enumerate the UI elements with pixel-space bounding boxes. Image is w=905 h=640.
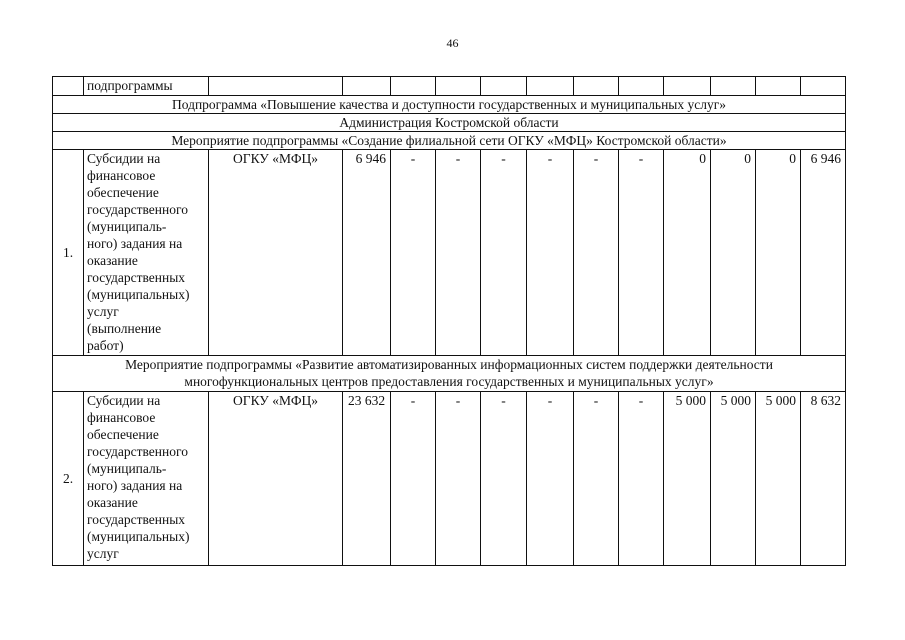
budget-table	[52, 76, 846, 566]
value-cell: -	[481, 150, 527, 356]
section-row	[53, 96, 846, 114]
row-description: Субсидии на финансовое обеспечение государственного (муниципаль- ного) задания на оказание государственных (муниципальных) услуг	[84, 392, 209, 566]
value-cell: 8 632	[801, 392, 846, 566]
value-cell: -	[391, 392, 436, 566]
row-number: 2.	[53, 392, 84, 566]
row-executor: ОГКУ «МФЦ»	[209, 150, 343, 356]
subprogram-title: Подпрограмма «Повышение качества и доступности государственных и муниципальных услуг»	[53, 96, 846, 114]
value-cell: -	[574, 392, 619, 566]
administration-title: Администрация Костромской области	[53, 114, 846, 132]
top-row-label: подпрограммы	[84, 77, 209, 96]
value-cell: -	[391, 150, 436, 356]
table-cell	[53, 77, 84, 96]
page-number: 46	[446, 36, 459, 50]
measure-title-1: Мероприятие подпрограммы «Создание филиальной сети ОГКУ «МФЦ» Костромской области»	[53, 132, 846, 150]
value-cell: -	[619, 392, 664, 566]
value-cell: 5 000	[664, 392, 711, 566]
measure-title-2: Мероприятие подпрограммы «Развитие автоматизированных информационных систем поддержки деятельности многофункциональных центров предоставления государственных и муниципальных услуг»	[53, 356, 846, 392]
value-cell: -	[436, 150, 481, 356]
value-cell: 5 000	[711, 392, 756, 566]
row-total: 23 632	[343, 392, 391, 566]
row-total: 6 946	[343, 150, 391, 356]
row-description: Субсидии на финансовое обеспечение государственного (муниципаль- ного) задания на оказание государственных (муниципальных) услуг (выполнение работ)	[84, 150, 209, 356]
value-cell: -	[481, 392, 527, 566]
table-row	[53, 392, 846, 566]
row-number: 1.	[53, 150, 84, 356]
table-row	[53, 150, 846, 356]
value-cell: 0	[756, 150, 801, 356]
value-cell: -	[527, 392, 574, 566]
value-cell: 0	[664, 150, 711, 356]
section-row	[53, 132, 846, 150]
table-row	[53, 77, 846, 96]
value-cell: -	[527, 150, 574, 356]
value-cell: -	[574, 150, 619, 356]
value-cell: 6 946	[801, 150, 846, 356]
value-cell: -	[436, 392, 481, 566]
value-cell: 5 000	[756, 392, 801, 566]
section-row	[53, 114, 846, 132]
section-row	[53, 356, 846, 392]
row-executor: ОГКУ «МФЦ»	[209, 392, 343, 566]
value-cell: -	[619, 150, 664, 356]
value-cell: 0	[711, 150, 756, 356]
